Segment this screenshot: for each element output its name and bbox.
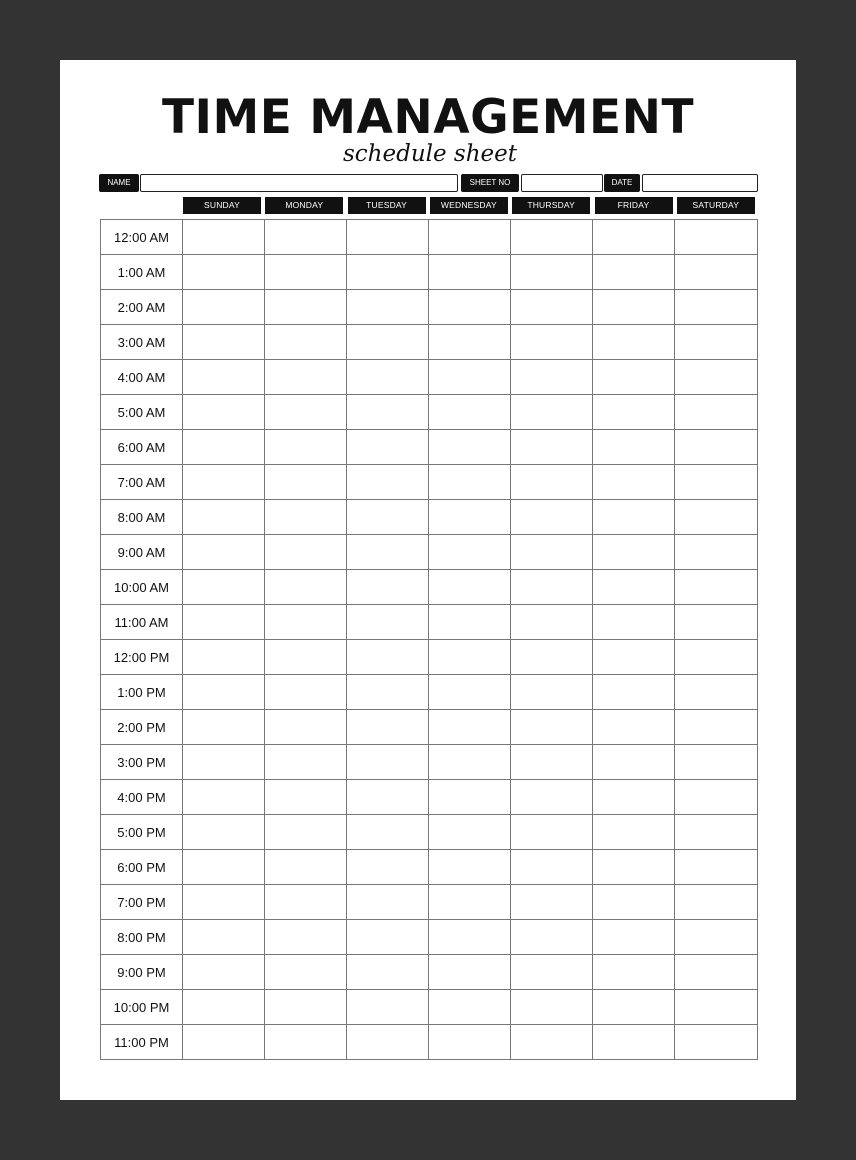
- table-row: [101, 570, 758, 605]
- time-label: 5:00 PM: [101, 815, 183, 850]
- schedule-cell-sunday[interactable]: [183, 745, 265, 780]
- schedule-cell-tuesday[interactable]: [347, 850, 429, 885]
- schedule-cell-friday[interactable]: [593, 885, 675, 920]
- schedule-cell-wednesday[interactable]: [429, 570, 511, 605]
- schedule-cell-thursday[interactable]: [511, 255, 593, 290]
- schedule-cell-tuesday[interactable]: [347, 885, 429, 920]
- schedule-cell-saturday[interactable]: [675, 535, 758, 570]
- sheet-no-label: SHEET NO: [461, 174, 519, 192]
- table-row: [101, 325, 758, 360]
- schedule-cell-thursday[interactable]: [511, 535, 593, 570]
- date-field[interactable]: [642, 174, 758, 192]
- schedule-cell-friday[interactable]: [593, 710, 675, 745]
- time-label: 2:00 AM: [101, 290, 183, 325]
- schedule-cell-friday[interactable]: [593, 955, 675, 990]
- schedule-cell-wednesday[interactable]: [429, 675, 511, 710]
- schedule-cell-saturday[interactable]: [675, 885, 758, 920]
- schedule-cell-sunday[interactable]: [183, 780, 265, 815]
- table-row: [101, 605, 758, 640]
- table-row: [101, 710, 758, 745]
- schedule-cell-thursday[interactable]: [511, 885, 593, 920]
- schedule-cell-friday[interactable]: [593, 990, 675, 1025]
- schedule-cell-thursday[interactable]: [511, 1025, 593, 1060]
- schedule-cell-saturday[interactable]: [675, 500, 758, 535]
- schedule-cell-tuesday[interactable]: [347, 290, 429, 325]
- time-label: 8:00 PM: [101, 920, 183, 955]
- schedule-cell-monday[interactable]: [265, 920, 347, 955]
- schedule-sheet: [60, 60, 796, 1100]
- table-row: [101, 290, 758, 325]
- schedule-cell-monday[interactable]: [265, 500, 347, 535]
- table-row: [101, 780, 758, 815]
- schedule-cell-monday[interactable]: [265, 990, 347, 1025]
- schedule-cell-saturday[interactable]: [675, 570, 758, 605]
- time-label: 3:00 PM: [101, 745, 183, 780]
- schedule-cell-saturday[interactable]: [675, 815, 758, 850]
- time-label: 4:00 AM: [101, 360, 183, 395]
- schedule-cell-monday[interactable]: [265, 290, 347, 325]
- schedule-cell-thursday[interactable]: [511, 570, 593, 605]
- schedule-cell-saturday[interactable]: [675, 990, 758, 1025]
- schedule-cell-sunday[interactable]: [183, 920, 265, 955]
- table-row: [101, 745, 758, 780]
- schedule-cell-sunday[interactable]: [183, 325, 265, 360]
- time-label: 4:00 PM: [101, 780, 183, 815]
- schedule-cell-sunday[interactable]: [183, 850, 265, 885]
- table-row: [101, 465, 758, 500]
- schedule-cell-tuesday[interactable]: [347, 395, 429, 430]
- schedule-cell-friday[interactable]: [593, 360, 675, 395]
- schedule-cell-thursday[interactable]: [511, 220, 593, 255]
- schedule-cell-monday[interactable]: [265, 710, 347, 745]
- table-row: [101, 955, 758, 990]
- schedule-cell-sunday[interactable]: [183, 395, 265, 430]
- schedule-cell-thursday[interactable]: [511, 640, 593, 675]
- schedule-cell-tuesday[interactable]: [347, 605, 429, 640]
- table-row: [101, 885, 758, 920]
- schedule-cell-friday[interactable]: [593, 745, 675, 780]
- schedule-cell-friday[interactable]: [593, 780, 675, 815]
- schedule-cell-thursday[interactable]: [511, 850, 593, 885]
- schedule-cell-thursday[interactable]: [511, 325, 593, 360]
- schedule-cell-monday[interactable]: [265, 815, 347, 850]
- schedule-cell-saturday[interactable]: [675, 955, 758, 990]
- schedule-cell-wednesday[interactable]: [429, 465, 511, 500]
- time-label: 3:00 AM: [101, 325, 183, 360]
- schedule-cell-friday[interactable]: [593, 395, 675, 430]
- day-header-sunday: SUNDAY: [183, 197, 261, 214]
- schedule-cell-sunday[interactable]: [183, 535, 265, 570]
- time-label: 12:00 PM: [101, 640, 183, 675]
- schedule-cell-saturday[interactable]: [675, 640, 758, 675]
- schedule-cell-friday[interactable]: [593, 815, 675, 850]
- schedule-cell-wednesday[interactable]: [429, 990, 511, 1025]
- table-row: [101, 990, 758, 1025]
- schedule-cell-wednesday[interactable]: [429, 640, 511, 675]
- day-header-friday: FRIDAY: [595, 197, 673, 214]
- table-row: [101, 675, 758, 710]
- time-label: 1:00 AM: [101, 255, 183, 290]
- schedule-cell-monday[interactable]: [265, 535, 347, 570]
- table-row: [101, 815, 758, 850]
- schedule-cell-friday[interactable]: [593, 570, 675, 605]
- table-row: [101, 500, 758, 535]
- schedule-cell-wednesday[interactable]: [429, 605, 511, 640]
- schedule-cell-wednesday[interactable]: [429, 500, 511, 535]
- schedule-cell-saturday[interactable]: [675, 395, 758, 430]
- schedule-cell-tuesday[interactable]: [347, 640, 429, 675]
- page-title: TIME MANAGEMENT: [161, 90, 695, 145]
- time-label: 1:00 PM: [101, 675, 183, 710]
- schedule-cell-sunday[interactable]: [183, 465, 265, 500]
- schedule-cell-wednesday[interactable]: [429, 780, 511, 815]
- schedule-cell-tuesday[interactable]: [347, 990, 429, 1025]
- schedule-cell-wednesday[interactable]: [429, 430, 511, 465]
- day-header-thursday: THURSDAY: [512, 197, 590, 214]
- time-label: 7:00 AM: [101, 465, 183, 500]
- schedule-cell-tuesday[interactable]: [347, 955, 429, 990]
- schedule-cell-sunday[interactable]: [183, 1025, 265, 1060]
- schedule-cell-saturday[interactable]: [675, 605, 758, 640]
- date-label: DATE: [604, 174, 640, 192]
- schedule-cell-thursday[interactable]: [511, 780, 593, 815]
- schedule-cell-thursday[interactable]: [511, 500, 593, 535]
- schedule-cell-friday[interactable]: [593, 220, 675, 255]
- schedule-cell-wednesday[interactable]: [429, 745, 511, 780]
- time-label: 10:00 AM: [101, 570, 183, 605]
- page-subtitle: schedule sheet: [342, 141, 517, 167]
- schedule-cell-saturday[interactable]: [675, 780, 758, 815]
- schedule-cell-wednesday[interactable]: [429, 325, 511, 360]
- table-row: [101, 360, 758, 395]
- schedule-cell-tuesday[interactable]: [347, 430, 429, 465]
- schedule-cell-tuesday[interactable]: [347, 570, 429, 605]
- schedule-cell-monday[interactable]: [265, 430, 347, 465]
- schedule-cell-monday[interactable]: [265, 640, 347, 675]
- schedule-cell-friday[interactable]: [593, 605, 675, 640]
- name-label: NAME: [99, 174, 139, 192]
- time-label: 9:00 PM: [101, 955, 183, 990]
- schedule-cell-monday[interactable]: [265, 360, 347, 395]
- schedule-cell-thursday[interactable]: [511, 360, 593, 395]
- time-label: 9:00 AM: [101, 535, 183, 570]
- schedule-cell-sunday[interactable]: [183, 570, 265, 605]
- schedule-cell-friday[interactable]: [593, 325, 675, 360]
- table-row: [101, 535, 758, 570]
- schedule-cell-friday[interactable]: [593, 290, 675, 325]
- schedule-cell-monday[interactable]: [265, 675, 347, 710]
- schedule-cell-friday[interactable]: [593, 500, 675, 535]
- schedule-cell-tuesday[interactable]: [347, 780, 429, 815]
- time-label: 12:00 AM: [101, 220, 183, 255]
- schedule-cell-wednesday[interactable]: [429, 850, 511, 885]
- schedule-cell-tuesday[interactable]: [347, 535, 429, 570]
- table-row: [101, 920, 758, 955]
- schedule-cell-sunday[interactable]: [183, 360, 265, 395]
- schedule-cell-tuesday[interactable]: [347, 325, 429, 360]
- schedule-cell-thursday[interactable]: [511, 395, 593, 430]
- schedule-cell-monday[interactable]: [265, 465, 347, 500]
- schedule-cell-sunday[interactable]: [183, 710, 265, 745]
- schedule-cell-tuesday[interactable]: [347, 465, 429, 500]
- schedule-cell-thursday[interactable]: [511, 465, 593, 500]
- schedule-cell-tuesday[interactable]: [347, 675, 429, 710]
- schedule-cell-tuesday[interactable]: [347, 360, 429, 395]
- schedule-cell-saturday[interactable]: [675, 920, 758, 955]
- schedule-cell-thursday[interactable]: [511, 920, 593, 955]
- schedule-cell-wednesday[interactable]: [429, 535, 511, 570]
- schedule-cell-tuesday[interactable]: [347, 255, 429, 290]
- schedule-cell-sunday[interactable]: [183, 290, 265, 325]
- schedule-cell-saturday[interactable]: [675, 745, 758, 780]
- day-header-monday: MONDAY: [265, 197, 343, 214]
- schedule-cell-tuesday[interactable]: [347, 920, 429, 955]
- time-label: 7:00 PM: [101, 885, 183, 920]
- schedule-cell-tuesday[interactable]: [347, 220, 429, 255]
- schedule-cell-saturday[interactable]: [675, 1025, 758, 1060]
- schedule-cell-saturday[interactable]: [675, 220, 758, 255]
- schedule-cell-saturday[interactable]: [675, 360, 758, 395]
- schedule-cell-monday[interactable]: [265, 255, 347, 290]
- schedule-cell-sunday[interactable]: [183, 605, 265, 640]
- schedule-cell-monday[interactable]: [265, 220, 347, 255]
- schedule-cell-sunday[interactable]: [183, 640, 265, 675]
- schedule-cell-thursday[interactable]: [511, 990, 593, 1025]
- schedule-cell-wednesday[interactable]: [429, 1025, 511, 1060]
- schedule-cell-thursday[interactable]: [511, 710, 593, 745]
- schedule-cell-friday[interactable]: [593, 430, 675, 465]
- schedule-cell-saturday[interactable]: [675, 290, 758, 325]
- schedule-cell-friday[interactable]: [593, 1025, 675, 1060]
- schedule-cell-sunday[interactable]: [183, 430, 265, 465]
- schedule-cell-friday[interactable]: [593, 920, 675, 955]
- schedule-cell-sunday[interactable]: [183, 255, 265, 290]
- schedule-cell-monday[interactable]: [265, 1025, 347, 1060]
- schedule-cell-thursday[interactable]: [511, 290, 593, 325]
- schedule-cell-wednesday[interactable]: [429, 220, 511, 255]
- schedule-cell-wednesday[interactable]: [429, 885, 511, 920]
- schedule-cell-tuesday[interactable]: [347, 1025, 429, 1060]
- schedule-cell-wednesday[interactable]: [429, 815, 511, 850]
- table-row: [101, 1025, 758, 1060]
- table-row: [101, 255, 758, 290]
- schedule-cell-thursday[interactable]: [511, 745, 593, 780]
- time-label: 2:00 PM: [101, 710, 183, 745]
- schedule-cell-friday[interactable]: [593, 255, 675, 290]
- schedule-cell-friday[interactable]: [593, 640, 675, 675]
- schedule-grid: [100, 219, 758, 1060]
- schedule-cell-monday[interactable]: [265, 570, 347, 605]
- table-row: [101, 430, 758, 465]
- day-header-wednesday: WEDNESDAY: [430, 197, 508, 214]
- day-header-tuesday: TUESDAY: [348, 197, 426, 214]
- name-field[interactable]: [140, 174, 458, 192]
- schedule-cell-monday[interactable]: [265, 605, 347, 640]
- schedule-cell-tuesday[interactable]: [347, 745, 429, 780]
- schedule-cell-sunday[interactable]: [183, 220, 265, 255]
- schedule-cell-wednesday[interactable]: [429, 290, 511, 325]
- schedule-cell-monday[interactable]: [265, 780, 347, 815]
- schedule-cell-monday[interactable]: [265, 850, 347, 885]
- time-label: 10:00 PM: [101, 990, 183, 1025]
- schedule-cell-monday[interactable]: [265, 955, 347, 990]
- time-label: 5:00 AM: [101, 395, 183, 430]
- schedule-cell-saturday[interactable]: [675, 675, 758, 710]
- schedule-cell-monday[interactable]: [265, 885, 347, 920]
- schedule-cell-wednesday[interactable]: [429, 920, 511, 955]
- schedule-cell-thursday[interactable]: [511, 430, 593, 465]
- schedule-cell-saturday[interactable]: [675, 850, 758, 885]
- schedule-cell-wednesday[interactable]: [429, 395, 511, 430]
- schedule-cell-saturday[interactable]: [675, 255, 758, 290]
- schedule-cell-friday[interactable]: [593, 535, 675, 570]
- schedule-cell-thursday[interactable]: [511, 815, 593, 850]
- sheet-no-field[interactable]: [521, 174, 603, 192]
- schedule-cell-sunday[interactable]: [183, 815, 265, 850]
- day-header-saturday: SATURDAY: [677, 197, 755, 214]
- time-label: 8:00 AM: [101, 500, 183, 535]
- schedule-cell-sunday[interactable]: [183, 675, 265, 710]
- schedule-cell-saturday[interactable]: [675, 465, 758, 500]
- schedule-cell-thursday[interactable]: [511, 955, 593, 990]
- schedule-cell-friday[interactable]: [593, 850, 675, 885]
- schedule-cell-monday[interactable]: [265, 745, 347, 780]
- schedule-cell-tuesday[interactable]: [347, 710, 429, 745]
- time-label: 11:00 PM: [101, 1025, 183, 1060]
- table-row: [101, 395, 758, 430]
- schedule-cell-thursday[interactable]: [511, 605, 593, 640]
- schedule-cell-friday[interactable]: [593, 465, 675, 500]
- schedule-cell-monday[interactable]: [265, 325, 347, 360]
- time-label: 6:00 PM: [101, 850, 183, 885]
- schedule-cell-monday[interactable]: [265, 395, 347, 430]
- time-label: 11:00 AM: [101, 605, 183, 640]
- schedule-cell-tuesday[interactable]: [347, 815, 429, 850]
- schedule-cell-wednesday[interactable]: [429, 360, 511, 395]
- schedule-cell-saturday[interactable]: [675, 325, 758, 360]
- schedule-cell-thursday[interactable]: [511, 675, 593, 710]
- schedule-cell-sunday[interactable]: [183, 990, 265, 1025]
- schedule-cell-friday[interactable]: [593, 675, 675, 710]
- time-label: 6:00 AM: [101, 430, 183, 465]
- schedule-cell-saturday[interactable]: [675, 710, 758, 745]
- schedule-cell-saturday[interactable]: [675, 430, 758, 465]
- schedule-cell-wednesday[interactable]: [429, 255, 511, 290]
- schedule-cell-sunday[interactable]: [183, 955, 265, 990]
- schedule-cell-sunday[interactable]: [183, 885, 265, 920]
- schedule-cell-wednesday[interactable]: [429, 955, 511, 990]
- schedule-cell-sunday[interactable]: [183, 500, 265, 535]
- table-row: [101, 850, 758, 885]
- table-row: [101, 220, 758, 255]
- table-row: [101, 640, 758, 675]
- schedule-cell-wednesday[interactable]: [429, 710, 511, 745]
- schedule-cell-tuesday[interactable]: [347, 500, 429, 535]
